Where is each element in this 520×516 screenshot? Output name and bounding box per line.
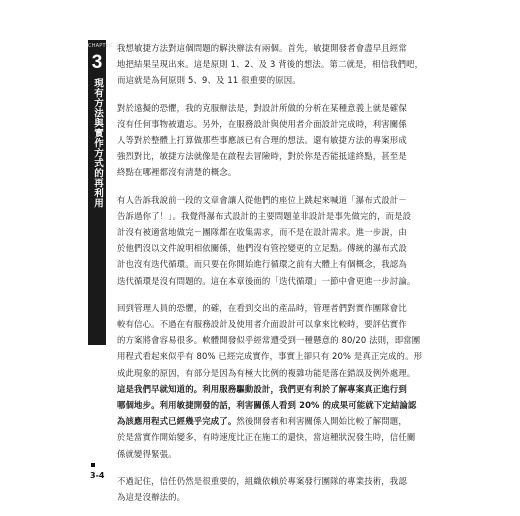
text-line: 有人告訴我說前一段的文章會讓人從他們的座位上跳起來喊道「瀑布式設計－ bbox=[117, 194, 407, 205]
text-line: 我想敏捷方法對這個問題的解決辦法有兩個。首先，敏捷開發者會盡早且經常 bbox=[117, 43, 407, 53]
text-line: 地把結果呈現出來。這是原則 1、2、及 3 背後的想法。第二就是，相信我們吧， bbox=[117, 59, 424, 70]
text-line: 於是當實作開始變多，有時速度比正在施工的還快，當這種狀況發生時，信任關 bbox=[117, 432, 416, 443]
text-line: 對於遠擬的恐懼，我的克服辦法是，對設計所做的分析在某種意義上就是確保 bbox=[117, 102, 407, 113]
text-line: 告訴過你了！」。我覺得瀑布式設計的主要問題並非設計是事先做完的，而是設 bbox=[117, 210, 412, 221]
text-fragment: 然後開發者和利害關係人開始比較了解問題， bbox=[236, 416, 407, 427]
paragraph-3 bbox=[117, 192, 439, 289]
text-line: 成此現象的原因，有部分是因為有極大比例的複雜功能是落在錯誤及例外處理。 bbox=[117, 367, 416, 378]
page-marker bbox=[91, 463, 95, 467]
emphasis-line: 為該應用程式已經幾乎完成了。 bbox=[117, 416, 237, 427]
emphasis-line: 這是我們早就知道的。利用服務驅動設計，我們更有利於了解專案真正進行到 bbox=[117, 383, 407, 394]
chapter-title: 現有方法與實作方式的再利用 bbox=[92, 78, 103, 208]
text-line: 強烈對比，敏捷方法就像是在啟程去冒險時，對於你是否能抵達終點，甚至是 bbox=[117, 151, 407, 162]
page-number: 3-4 bbox=[90, 471, 105, 480]
text-line: 計也沒有迭代循環。而只要在你開始進行循環之前有大體上有個概念，我認為 bbox=[117, 259, 407, 270]
text-line: 迭代循環是沒有問題的。這在本章後面的「迭代循環」一節中會更進一步討論。 bbox=[117, 275, 416, 286]
chapter-label: CHAPTER bbox=[88, 43, 113, 49]
text-line: 較有信心。不過在有服務設計及使用者介面設計可以拿來比較時，要評估實作 bbox=[117, 319, 407, 330]
text-line: 為這是沒辦法的。 bbox=[117, 492, 186, 503]
text-line: 沒有任何事物被遺忘。另外，在服務設計與使用者介面設計完成時，利害關係 bbox=[117, 118, 407, 129]
text-line: 用程式看起來似乎有 80% 已經完成實作，事實上卻只有 20% 是真正完成的。形 bbox=[117, 351, 423, 362]
paragraph-5 bbox=[117, 473, 439, 505]
emphasis-line: 哪個地步。利用敏捷開發的話，利害關係人看到 20% 的成果可能就下定結論認 bbox=[117, 400, 417, 411]
paragraph-2 bbox=[117, 100, 439, 181]
text-line: 而這就是為何原則 5、9、及 11 很重要的原因。 bbox=[117, 75, 301, 86]
text-line: 係就變得緊張。 bbox=[117, 448, 177, 459]
paragraph-1 bbox=[117, 40, 439, 89]
text-line: 於他們沒以文件說明相依關係，他們沒有管控變更的立足點。傳統的瀑布式設 bbox=[117, 243, 407, 254]
text-line: 的方案將會容易很多。軟體開發似乎經常遭受到一種懸意的 80/20 法則，即當團 bbox=[117, 335, 421, 346]
text-line: 人等對於整體上打算做那些事應該已有合理的想法。還有敏捷方法的專案形成 bbox=[117, 135, 407, 146]
text-line: 回到管理人員的恐懼，的確，在看到交出的產品時，管理者們對實作團隊會比 bbox=[117, 302, 407, 313]
body-text bbox=[117, 40, 439, 516]
text-line: 終點在哪裡都沒有清楚的概念。 bbox=[117, 167, 237, 178]
text-line: 不過記住，信任仍然是很重要的，組織依賴於專案發行團隊的專業技術，我認 bbox=[117, 475, 407, 486]
paragraph-4 bbox=[117, 300, 439, 462]
text-line: 計沒有被適當地做完－團隊都在收集需求，而不是在設計需求。進一步說，由 bbox=[117, 227, 407, 238]
chapter-number: 3 bbox=[91, 52, 103, 73]
